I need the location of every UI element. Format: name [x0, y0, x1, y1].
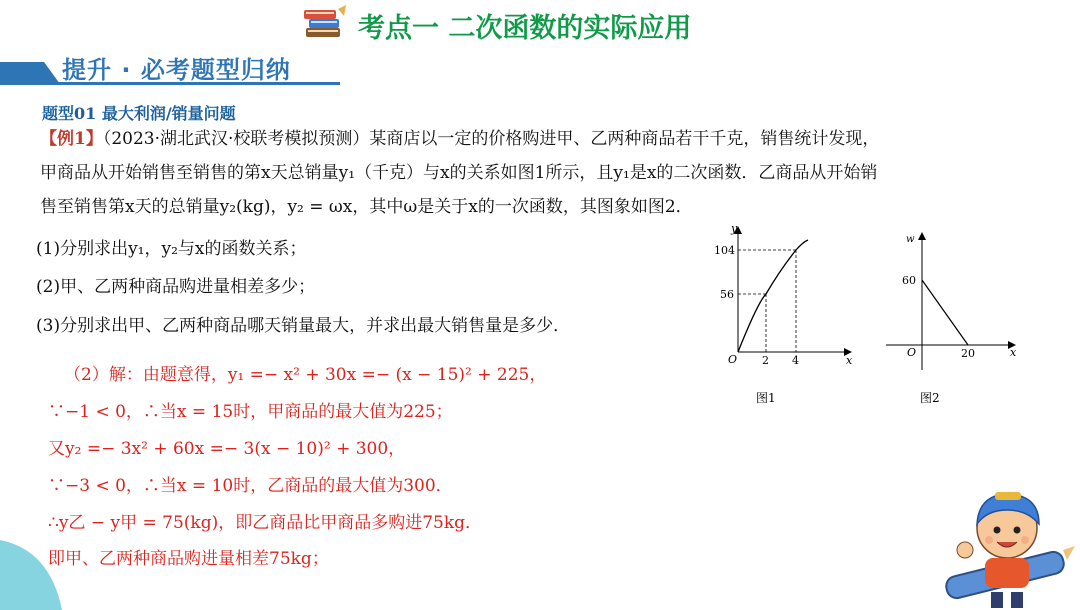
- fig2-x-label: x: [1010, 346, 1017, 359]
- fig1-ytick-104: 104: [714, 244, 735, 257]
- fig1-xtick-2: 2: [762, 354, 769, 367]
- section-title: 提升 · 必考题型归纳: [62, 56, 291, 84]
- problem-source: （2023·湖北武汉·校联考模拟预测）: [102, 129, 370, 149]
- fig2-caption: 图2: [920, 391, 940, 405]
- fig2-line: [922, 280, 968, 345]
- cartoon-kid-icon: [935, 480, 1075, 610]
- corner-decoration: [0, 540, 70, 610]
- solution-line-3: 又y₂ =− 3x² + 60x =− 3(x − 10)² + 300，: [48, 439, 406, 459]
- fig1-xtick-4: 4: [792, 354, 799, 367]
- figure-2: [880, 228, 1020, 412]
- fig2-xtick-20: 20: [961, 347, 975, 360]
- page-title: 考点一 二次函数的实际应用: [358, 13, 692, 44]
- solution-line-6: 即甲、乙两种商品购进量相差75kg；: [48, 549, 329, 569]
- question-3: (3)分别求出甲、乙两种商品哪天销量最大，并求出最大销售量是多少．: [36, 316, 571, 336]
- example-label: 【例1】: [40, 129, 103, 149]
- figure-1: [700, 222, 860, 412]
- solution-line-4: ∵−3 < 0，∴当x = 10时，乙商品的最大值为300．: [48, 476, 453, 496]
- solution-line-2: ∵−1 < 0，∴当x = 15时，甲商品的最大值为225；: [48, 402, 453, 422]
- fig2-y-label: w: [906, 234, 915, 245]
- fig2-ytick-60: 60: [902, 274, 916, 287]
- solution-line-1: （2）解：由题意得，y₁ =− x² + 30x =− (x − 15)² + 225，: [64, 365, 547, 385]
- fig1-ytick-56: 56: [720, 288, 734, 301]
- problem-line-2: 甲商品从开始销售至销售的第x天总销量y₁（千克）与x的关系如图1所示，且y₁是x的二次函数．乙商品从开始销: [40, 163, 878, 183]
- fig2-origin: O: [907, 346, 917, 359]
- question-2: (2)甲、乙两种商品购进量相差多少；: [36, 277, 316, 297]
- fig1-caption: 图1: [756, 391, 776, 405]
- fig1-y-label: y: [731, 222, 738, 235]
- books-icon: [300, 4, 348, 44]
- problem-line-3: 售至销售第x天的总销量y₂(kg)，y₂ = ωx，其中ω是关于x的一次函数，其图象如图2．: [40, 197, 693, 217]
- question-1: (1)分别求出y₁，y₂与x的函数关系；: [36, 239, 307, 259]
- fig1-origin: O: [728, 353, 738, 366]
- problem-line-1: [40, 122, 879, 156]
- problem-line-1-text: 某商店以一定的价格购进甲、乙两种商品若干千克，销售统计发现，: [369, 129, 880, 149]
- solution-line-5: ∴y乙 − y甲 = 75(kg)，即乙商品比甲商品多购进75kg．: [48, 513, 483, 533]
- fig1-x-label: x: [846, 354, 853, 367]
- question-type-title: 题型01 最大利润/销量问题: [42, 104, 236, 123]
- fig1-curve: [738, 240, 808, 352]
